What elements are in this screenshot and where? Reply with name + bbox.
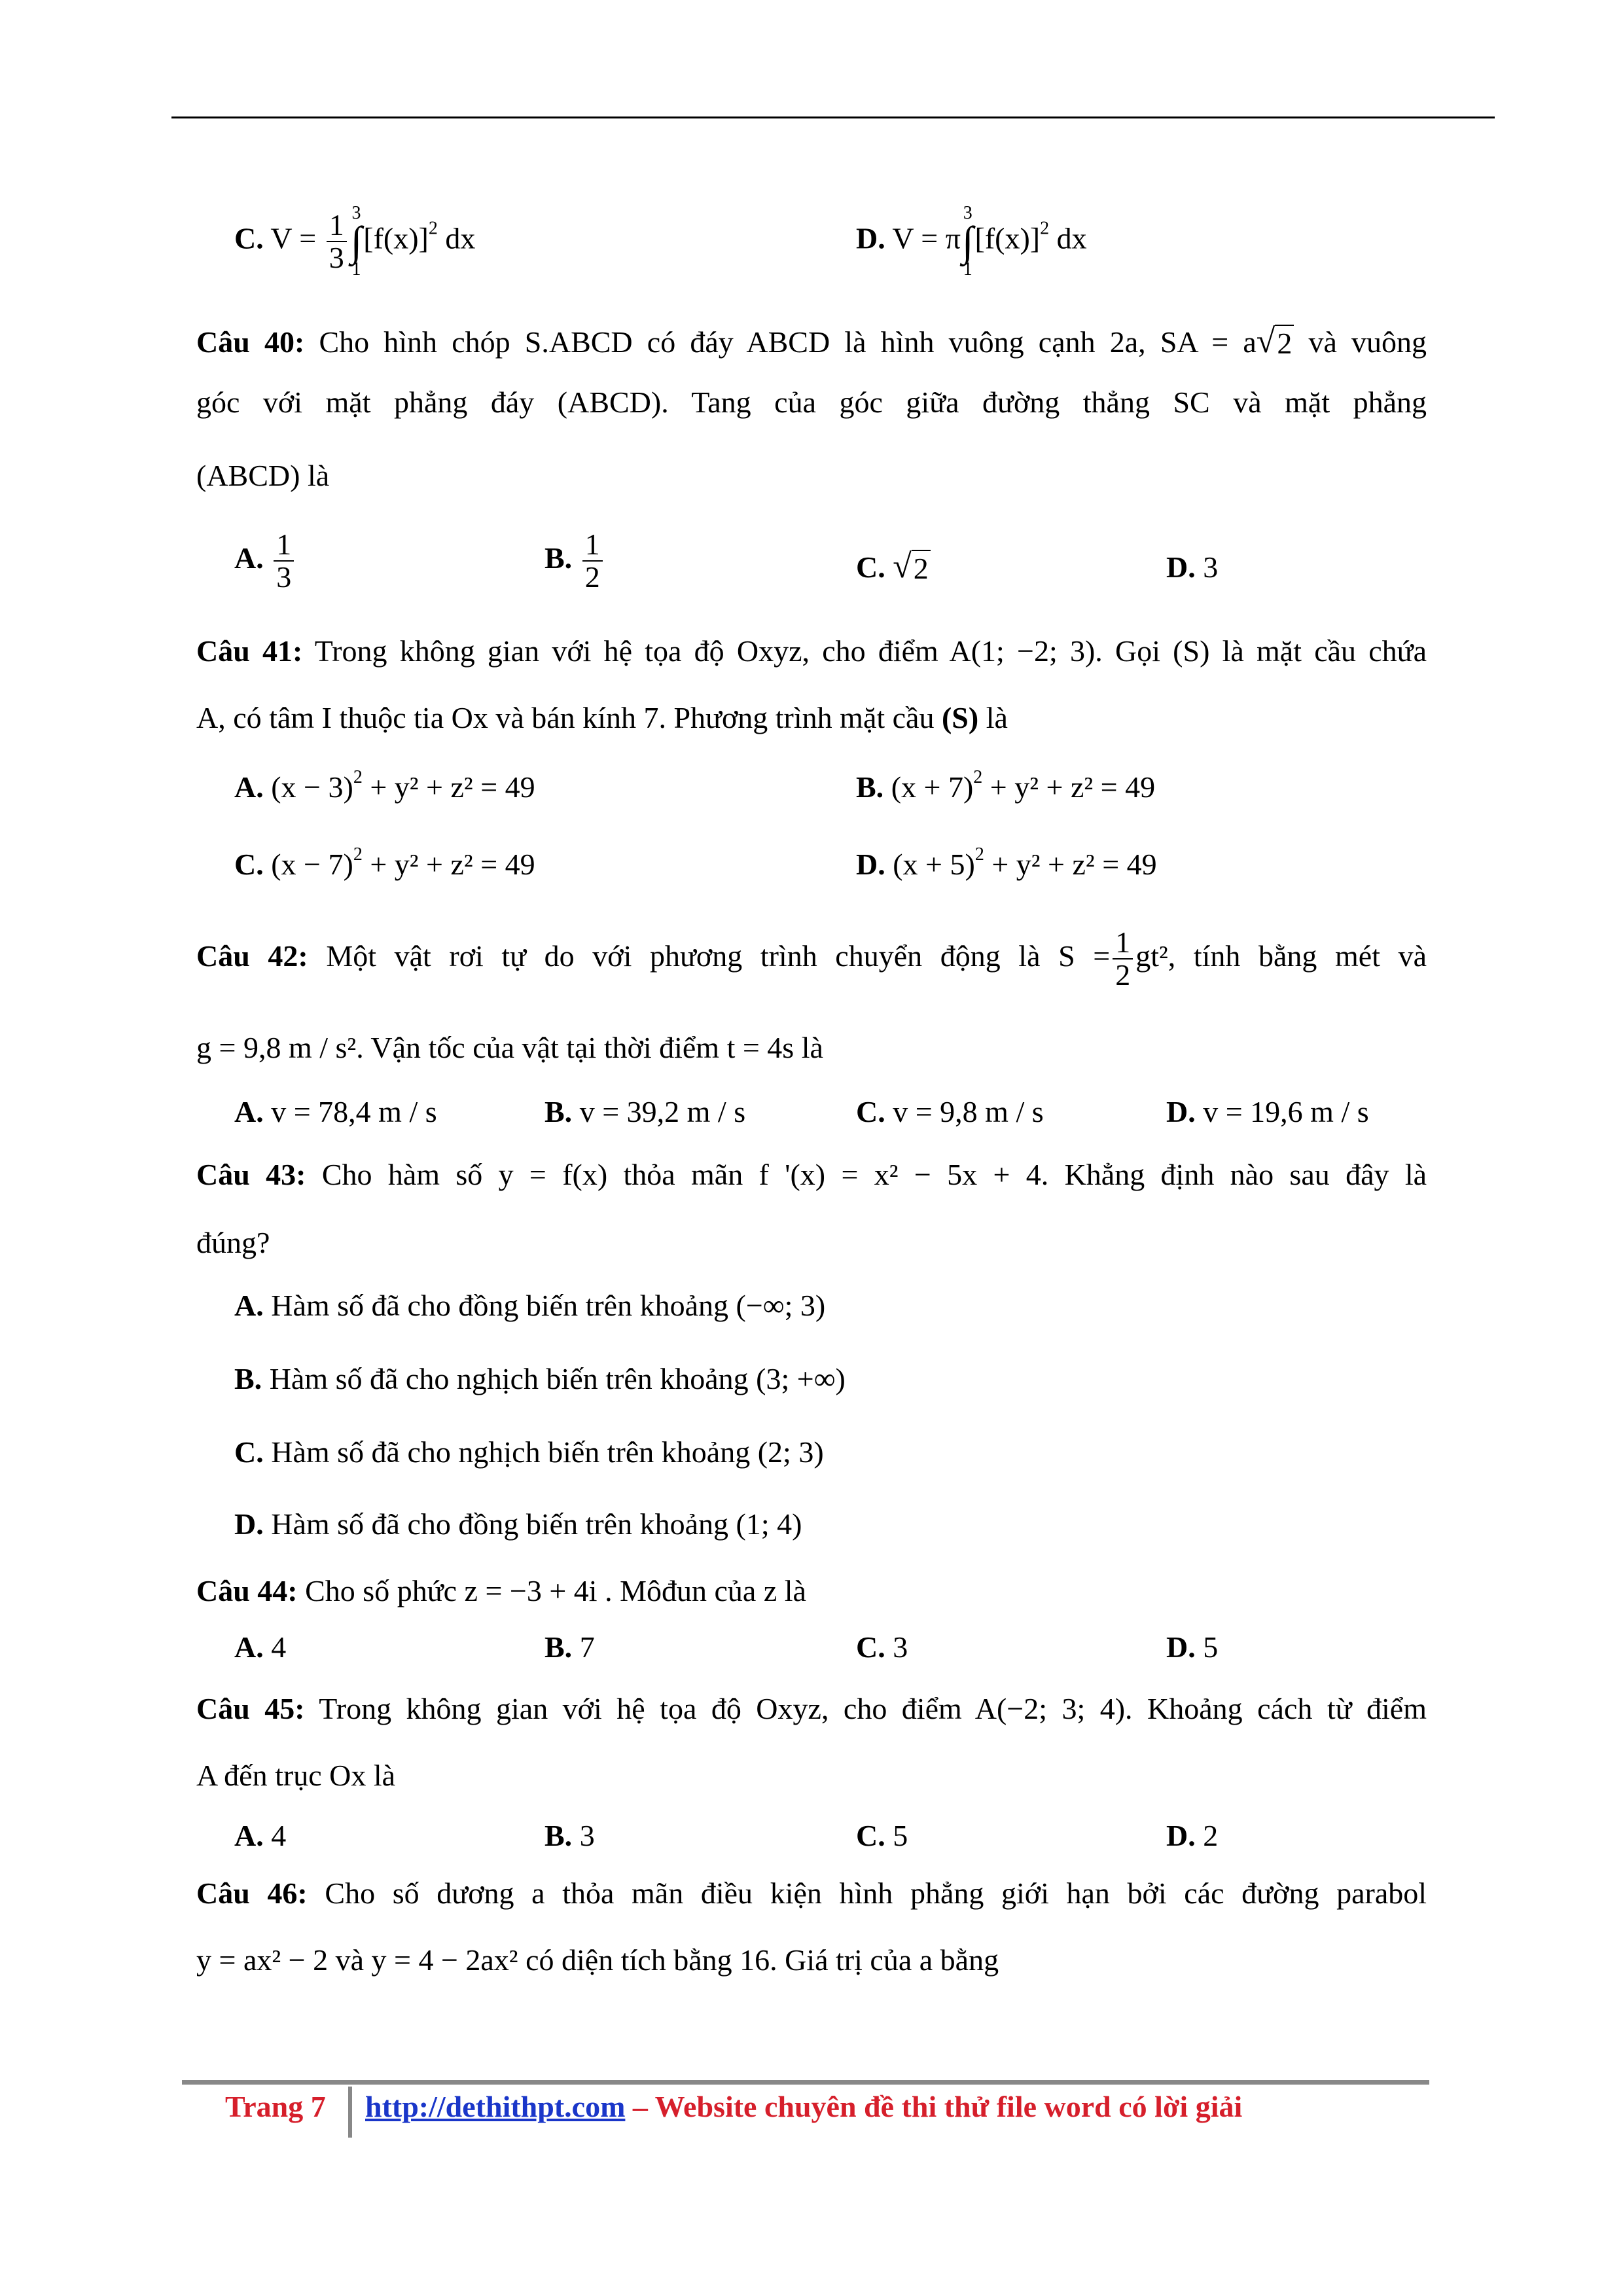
q43-line-1: Câu 43: Cho hàm số y = f(x) thỏa mãn f '(x) = x² − 5x + 4. Khẳng định nào sau đây là <box>196 1158 1427 1191</box>
q45-line-1: Câu 45: Trong không gian với hệ tọa độ Oxyz, cho điểm A(−2; 3; 4). Khoảng cách từ điểm <box>196 1692 1427 1725</box>
q40-line-3: (ABCD) là <box>196 459 330 492</box>
q46-line-1: Câu 46: Cho số dương a thỏa mãn điều kiện hình phẳng giới hạn bởi các đường parabol <box>196 1876 1427 1910</box>
q41-option-a[interactable]: A. $(x - 3)^2 + y^2 + z^2 = 49$ <box>234 767 535 804</box>
q42-option-d[interactable]: D. v = 19,6 m / s <box>1166 1095 1369 1128</box>
q40-option-d[interactable]: D. 3 <box>1166 550 1219 584</box>
q40-option-c[interactable]: C. √ 2 <box>856 547 931 586</box>
footer-page-number: Trang 7 <box>225 2090 326 2123</box>
footer-rule <box>182 2080 1429 2085</box>
integral-sign: 3 ∫ 1 <box>350 203 363 279</box>
q42-option-b[interactable]: B. v = 39,2 m / s <box>544 1095 746 1128</box>
q40-option-b[interactable]: B. $\frac{1}{2}$ <box>544 529 605 594</box>
q39-option-c[interactable]: C. V = $\frac{1}{3}$ 3 ∫ 1 $[f(x)]^2$ dx <box>234 203 476 279</box>
q46-line-2: y = ax² − 2 và y = 4 − 2ax² có diện tích bằng 16. Giá trị của a bằng <box>196 1943 999 1977</box>
integral-sign: 3 ∫ 1 <box>961 203 974 279</box>
footer-tagline: – Website chuyên đề thi thử file word có lời giải <box>625 2090 1243 2123</box>
q40-line-1: Câu 40: Cho hình chóp S.ABCD có đáy ABCD là hình vuông cạnh 2a, SA = a √ 2 và vuông <box>196 323 1427 360</box>
footer-separator <box>348 2087 352 2138</box>
q45-option-d[interactable]: D. 2 <box>1166 1819 1219 1852</box>
q42-option-c[interactable]: C. v = 9,8 m / s <box>856 1095 1044 1128</box>
q45-line-2: A đến trục Ox là <box>196 1759 396 1792</box>
sqrt-symbol: √ 2 <box>1257 322 1294 361</box>
footer-url-link[interactable]: http://dethithpt.com <box>365 2090 626 2123</box>
q41-option-b[interactable]: B. $(x + 7)^2 + y^2 + z^2 = 49$ <box>856 767 1156 804</box>
q41-line-2: A, có tâm I thuộc tia Ox và bán kính 7. Phương trình mặt cầu (S) là <box>196 701 1008 734</box>
q45-option-b[interactable]: B. 3 <box>544 1819 595 1852</box>
q45-option-c[interactable]: C. 5 <box>856 1819 908 1852</box>
q39-option-d[interactable]: D. V = π 3 ∫ 1 $[f(x)]^2$ dx <box>856 203 1087 279</box>
q42-line-2: g = 9,8 m / s². Vận tốc của vật tại thời điểm t = 4s là <box>196 1031 823 1064</box>
q45-option-a[interactable]: A. 4 <box>234 1819 287 1852</box>
q44-option-d[interactable]: D. 5 <box>1166 1630 1219 1664</box>
header-rule <box>171 117 1495 118</box>
footer-website <box>365 2089 1242 2124</box>
q44-option-b[interactable]: B. 7 <box>544 1630 595 1664</box>
q43-line-2: đúng? <box>196 1226 270 1259</box>
q40-line-2: góc với mặt phẳng đáy (ABCD). Tang của góc giữa đường thẳng SC và mặt phẳng <box>196 386 1427 419</box>
q41-option-d[interactable]: D. $(x + 5)^2 + y^2 + z^2 = 49$ <box>856 844 1157 881</box>
q41-line-1: Câu 41: Trong không gian với hệ tọa độ Oxyz, cho điểm A(1; −2; 3). Gọi (S) là mặt cầu chứa <box>196 634 1427 668</box>
q44-option-c[interactable]: C. 3 <box>856 1630 908 1664</box>
q40-option-a[interactable]: A. $\frac{1}{3}$ <box>234 529 296 594</box>
q41-option-c[interactable]: C. $(x - 7)^2 + y^2 + z^2 = 49$ <box>234 844 535 881</box>
q44-option-a[interactable]: A. 4 <box>234 1630 287 1664</box>
q42-option-a[interactable]: A. v = 78,4 m / s <box>234 1095 437 1128</box>
q42-line-1: Câu 42: Một vật rơi tự do với phương trình chuyển động là S = $\frac{1}{2}$ gt², tính bằng mét và <box>196 925 1427 992</box>
q44-line-1: Câu 44: Cho số phức z = −3 + 4i . Môđun của z là <box>196 1574 806 1607</box>
fraction: $\frac{1}{3}$ <box>327 209 347 274</box>
